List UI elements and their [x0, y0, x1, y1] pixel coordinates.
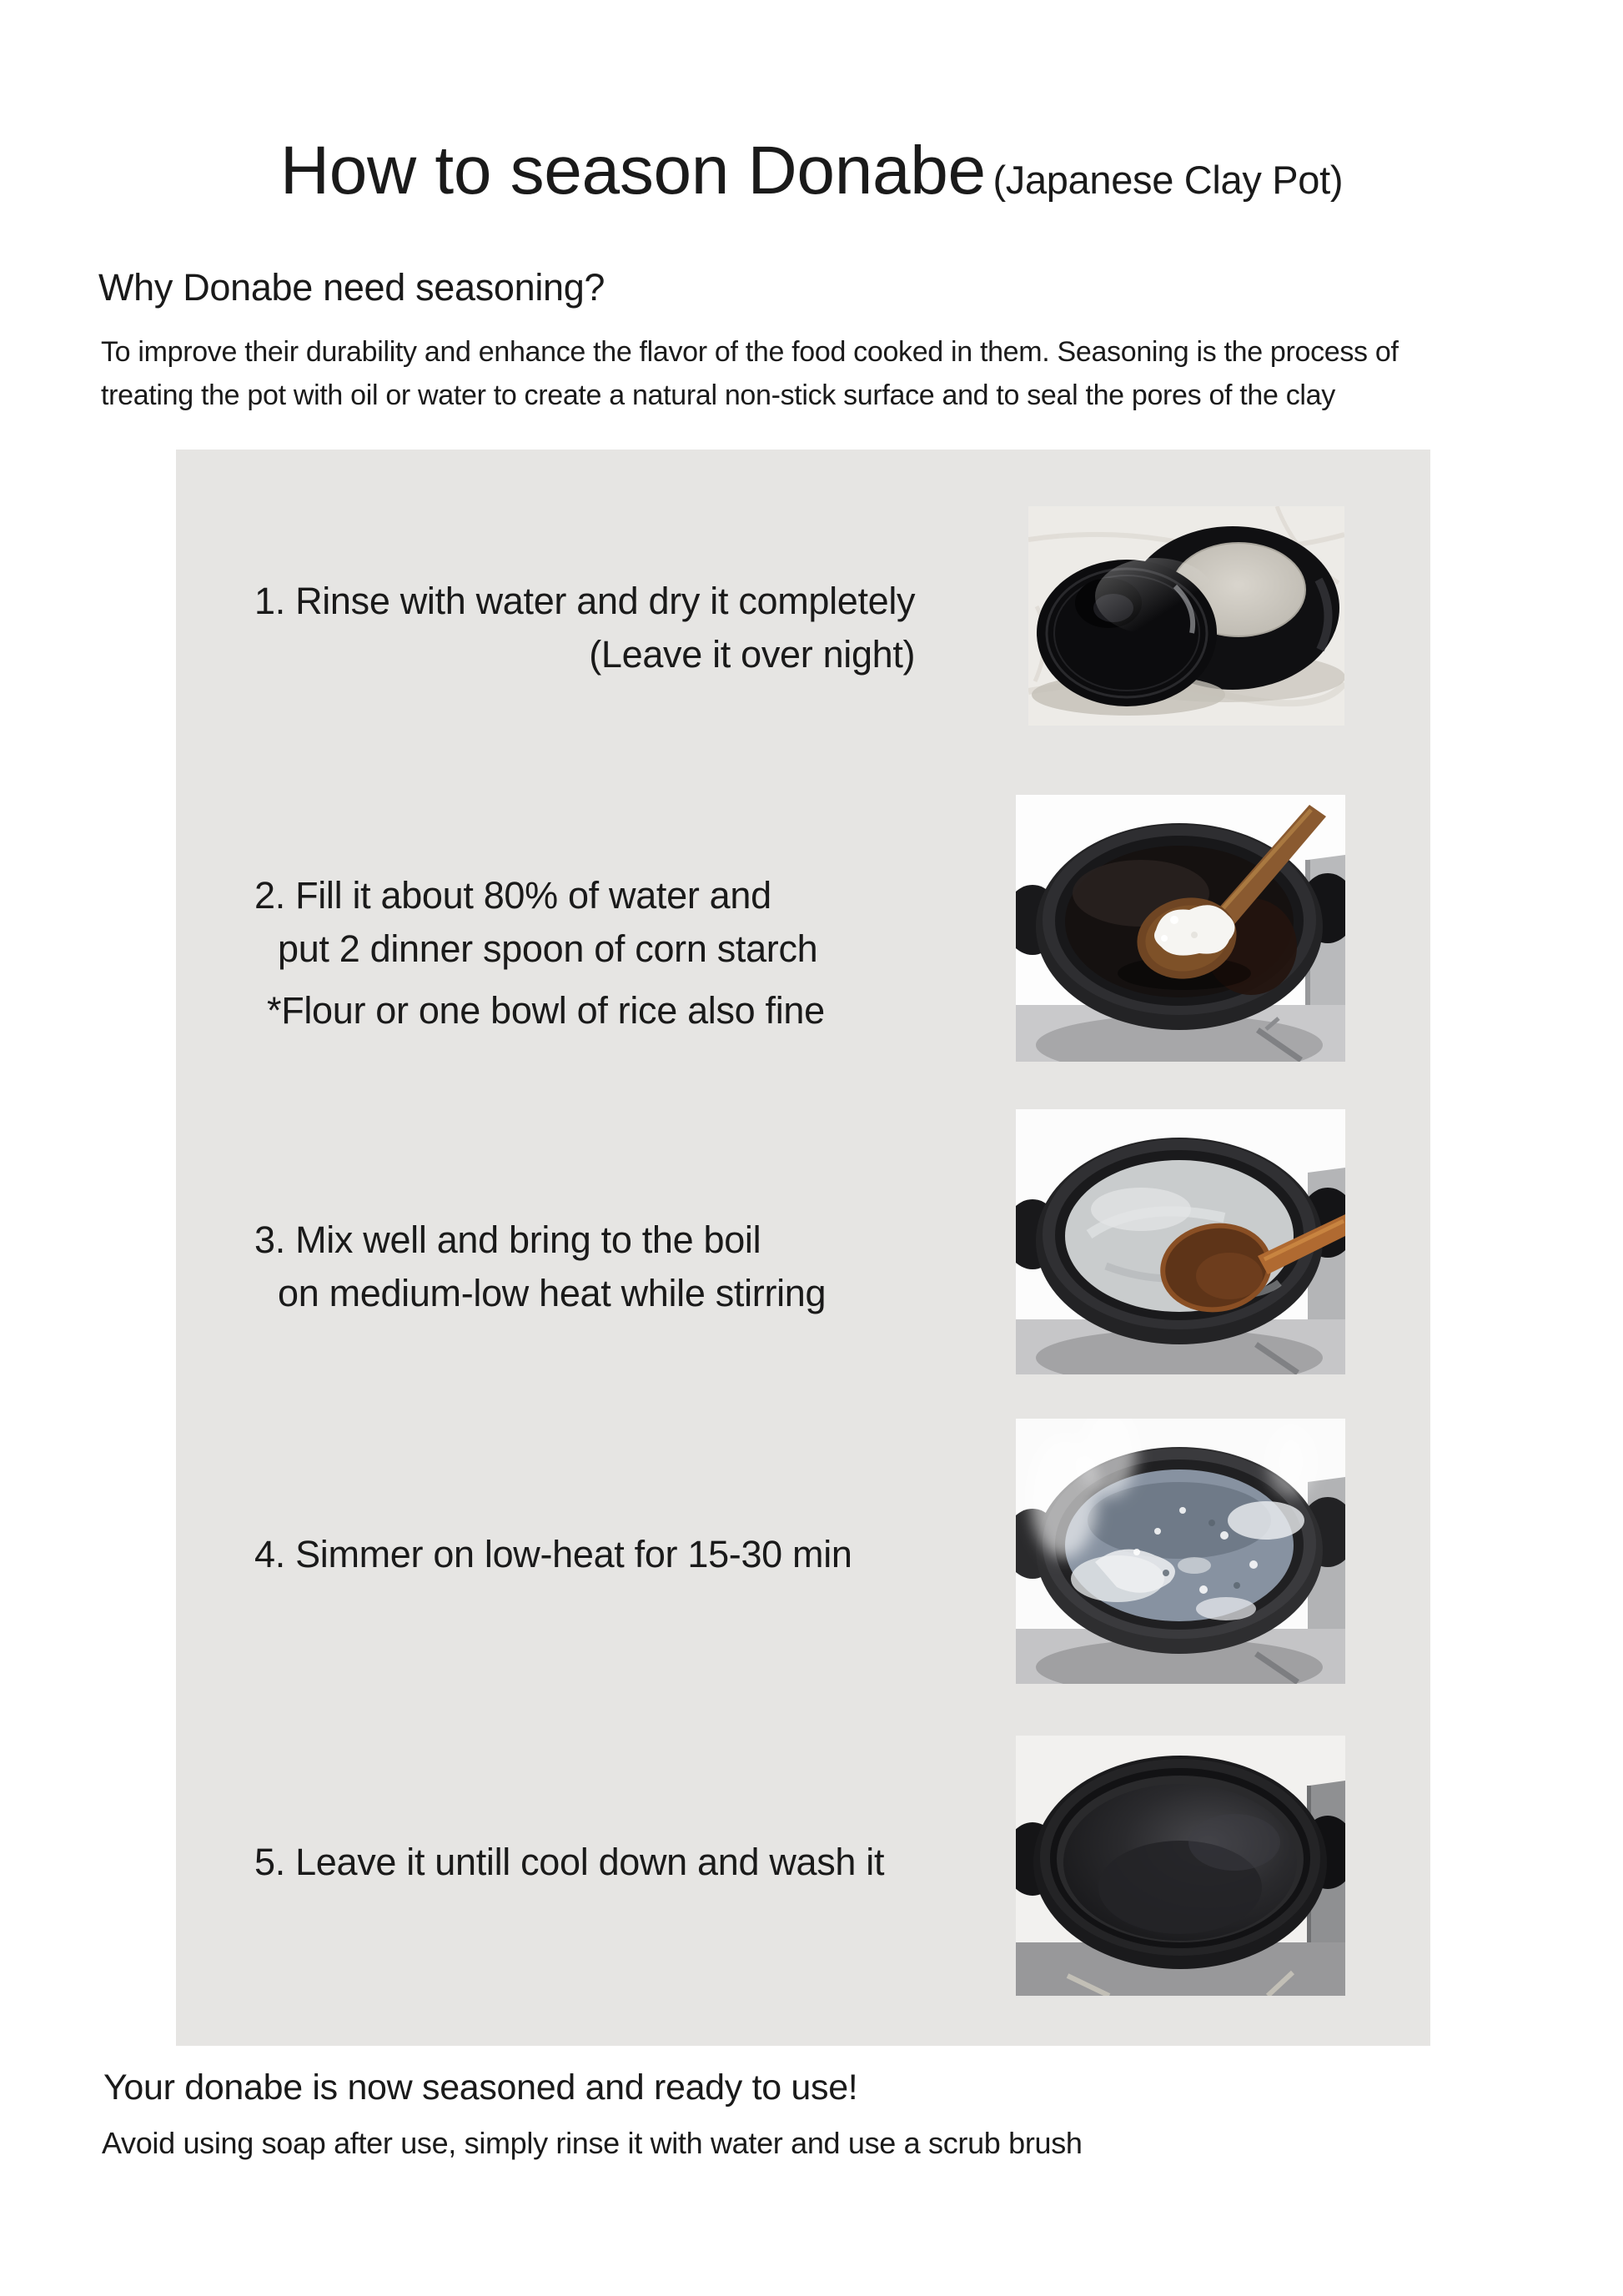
step-1-line-1: 1. Rinse with water and dry it completely	[254, 580, 916, 622]
step-3-photo	[1016, 1109, 1345, 1374]
step-4-photo-illustration	[1016, 1419, 1345, 1684]
step-4-instruction	[254, 1528, 852, 1581]
why-body	[101, 330, 1594, 417]
why-heading: Why Donabe need seasoning?	[98, 266, 605, 309]
step-2-instruction	[254, 869, 825, 1037]
why-body-line: treating the pot with oil or water to create a natural non-stick surface and to seal the pores of the clay	[101, 379, 1335, 411]
footer-note: Avoid using soap after use, simply rinse it with water and use a scrub brush	[102, 2126, 1083, 2160]
step-5-line-1: 5. Leave it untill cool down and wash it	[254, 1841, 885, 1883]
step-4-photo	[1016, 1419, 1345, 1684]
page-title	[0, 132, 1623, 210]
step-5-photo	[1016, 1736, 1345, 1996]
step-2-line-2: put 2 dinner spoon of corn starch	[278, 927, 818, 970]
page-header	[0, 132, 1623, 210]
page-title-sub: (Japanese Clay Pot)	[992, 158, 1344, 202]
step-3-line-1: 3. Mix well and bring to the boil	[254, 1218, 761, 1261]
step-2-line-1: 2. Fill it about 80% of water and	[254, 874, 771, 917]
steps-panel	[176, 450, 1430, 2046]
why-body-line: To improve their durability and enhance the flavor of the food cooked in them. Seasoning is the process of	[101, 336, 1399, 368]
footer-headline: Your donabe is now seasoned and ready to use!	[103, 2067, 858, 2108]
step-5-instruction	[254, 1836, 884, 1889]
step-5-photo-illustration	[1016, 1736, 1345, 1996]
step-3-line-2: on medium-low heat while stirring	[278, 1272, 827, 1314]
page-title-main: How to season Donabe	[279, 133, 986, 208]
step-4-line-1: 4. Simmer on low-heat for 15-30 min	[254, 1533, 852, 1575]
step-3-instruction	[254, 1213, 826, 1320]
step-2-photo	[1016, 795, 1345, 1062]
step-2-line-3: *Flour or one bowl of rice also fine	[267, 989, 825, 1032]
step-1-instruction	[254, 575, 915, 681]
step-1-line-2: (Leave it over night)	[589, 633, 916, 676]
step-2-photo-illustration	[1016, 795, 1345, 1062]
step-3-photo-illustration	[1016, 1109, 1345, 1374]
step-1-photo-illustration	[1028, 506, 1344, 726]
step-1-photo	[1028, 506, 1344, 726]
